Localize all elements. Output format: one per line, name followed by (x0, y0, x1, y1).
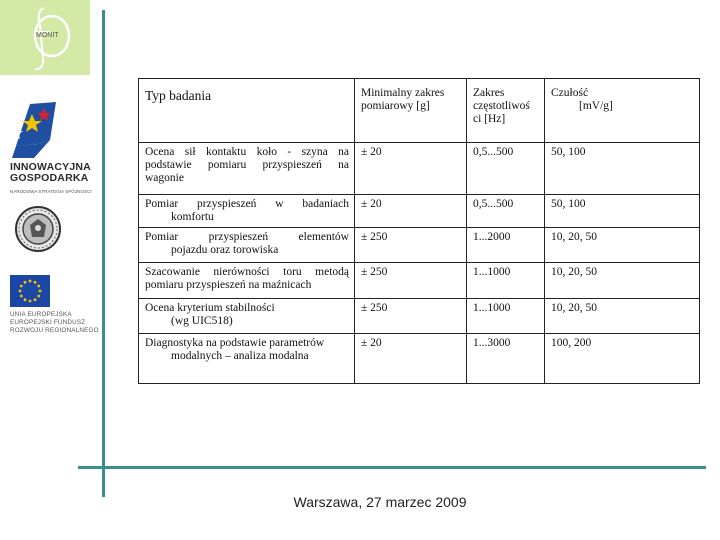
table-row (139, 334, 700, 384)
row-czestotliwosc: 0,5...500 (467, 143, 545, 195)
row-zakres: ± 250 (355, 228, 467, 263)
innowacyjna-line-1: INNOWACYJNA (10, 161, 91, 173)
row-zakres: ± 20 (355, 334, 467, 384)
research-table (138, 78, 700, 384)
table-header-row (139, 79, 700, 143)
row-czestotliwosc: 1...1000 (467, 263, 545, 299)
eu-logo (8, 275, 103, 345)
monit-logo (0, 0, 90, 75)
header-czulosc: Czułość [mV/g] (545, 79, 700, 143)
row-typ: Ocena sił kontaktu koło - szyna na podstawie pomiaru przyspieszeń na wagonie (139, 143, 355, 195)
row-czestotliwosc: 1...3000 (467, 334, 545, 384)
footer-date: Warszawa, 27 marzec 2009 (293, 494, 467, 510)
header-zakres: Minimalny zakres pomiarowy [g] (355, 79, 467, 143)
row-czulosc: 50, 100 (545, 143, 700, 195)
table-row (139, 195, 700, 228)
university-seal-icon (14, 205, 62, 258)
row-czestotliwosc: 1...2000 (467, 228, 545, 263)
eu-line-1: UNIA EUROPEJSKA (10, 311, 72, 318)
innowacyjna-subtitle: NARODOWA STRATEGIA SPÓJNOŚCI (10, 189, 92, 194)
row-typ: Ocena kryterium stabilności (wg UIC518) (139, 299, 355, 334)
header-czestotliwosc: Zakres częstotliwoś ci [Hz] (467, 79, 545, 143)
row-zakres: ± 250 (355, 263, 467, 299)
eu-line-3: ROZWOJU REGIONALNEGO (10, 327, 99, 334)
monit-logo-text: MONIT (36, 32, 59, 39)
innowacyjna-gospodarka-logo (8, 100, 100, 200)
row-zakres: ± 20 (355, 195, 467, 228)
header-typ: Typ badania (139, 79, 355, 143)
row-czestotliwosc: 0,5...500 (467, 195, 545, 228)
row-czulosc: 10, 20, 50 (545, 299, 700, 334)
table-row (139, 299, 700, 334)
row-typ: Pomiar przyspieszeń elementów pojazdu oraz torowiska (139, 228, 355, 263)
row-czulosc: 10, 20, 50 (545, 228, 700, 263)
table-row (139, 263, 700, 299)
row-typ: Pomiar przyspieszeń w badaniach komfortu (139, 195, 355, 228)
table-row (139, 143, 700, 195)
row-czulosc: 100, 200 (545, 334, 700, 384)
row-czestotliwosc: 1...1000 (467, 299, 545, 334)
innowacyjna-line-2: GOSPODARKA (10, 172, 89, 184)
vertical-divider (102, 10, 105, 497)
row-typ: Szacowanie nierówności toru metodą pomiaru przyspieszeń na maźnicach (139, 263, 355, 299)
row-zakres: ± 20 (355, 143, 467, 195)
horizontal-divider (78, 466, 706, 469)
row-czulosc: 50, 100 (545, 195, 700, 228)
row-typ: Diagnostyka na podstawie parametrów modalnych – analiza modalna (139, 334, 355, 384)
eu-line-2: EUROPEJSKI FUNDUSZ (10, 319, 86, 326)
row-czulosc: 10, 20, 50 (545, 263, 700, 299)
table-row (139, 228, 700, 263)
row-zakres: ± 250 (355, 299, 467, 334)
